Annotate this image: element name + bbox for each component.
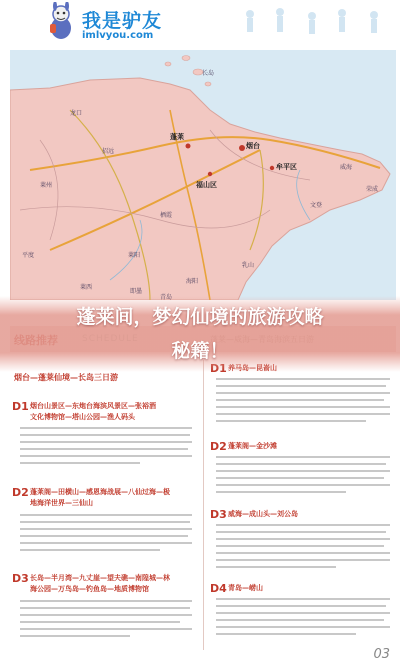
body-text-line	[20, 427, 192, 429]
map-place-label: 即墨	[130, 288, 143, 295]
map-city-label: 蓬莱	[170, 133, 184, 141]
body-text-line	[216, 477, 384, 479]
left-route-title: 烟台—蓬莱仙境—长岛三日游	[14, 373, 118, 382]
body-text-line	[20, 514, 192, 516]
body-text-line	[20, 628, 192, 630]
body-text-line	[20, 635, 130, 637]
body-text-line	[216, 538, 390, 540]
day-route: 烟台山景区—东炮台海滨风景区—张裕酒	[30, 402, 156, 410]
hikers-silhouette-icon	[230, 4, 396, 44]
body-text-line	[216, 545, 384, 547]
map-place-label: 平度	[22, 252, 35, 259]
map-place-label: 莱西	[80, 284, 93, 291]
day-number: D4	[210, 582, 227, 595]
map-place-label: 莱阳	[128, 252, 141, 259]
map-place-label: 乳山	[242, 262, 255, 269]
body-text-line	[216, 470, 390, 472]
body-text-line	[216, 598, 390, 600]
body-text-line	[216, 612, 390, 614]
body-text-line	[216, 392, 390, 394]
body-text-line	[216, 566, 336, 568]
map-city-label: 牟平区	[276, 163, 297, 171]
body-text-line	[216, 378, 390, 380]
day-number: D3	[210, 508, 227, 521]
itinerary-page	[10, 326, 396, 666]
day-route: 蓬莱阁—金沙滩	[228, 442, 277, 450]
body-text-line	[216, 413, 390, 415]
regional-map	[10, 50, 396, 300]
body-text-line	[20, 434, 190, 436]
map-place-label: 莱州	[40, 182, 53, 189]
article-title-line2: 秘籍！	[171, 340, 229, 362]
day-route: 青岛—崂山	[228, 584, 263, 592]
body-text-line	[216, 399, 384, 401]
body-text-line	[20, 621, 180, 623]
map-place-label: 文登	[310, 202, 323, 209]
day-route: 蓬莱阁—田横山—感恩海战展—八仙过海—极	[30, 488, 170, 496]
day-route: 长岛—半月湾—九丈崖—望夫礁—南隍城—林	[30, 574, 170, 582]
day-number: D3	[12, 572, 29, 585]
body-text-line	[20, 455, 192, 457]
map-place-label: 栖霞	[160, 212, 173, 219]
body-text-line	[216, 420, 366, 422]
map-place-label: 荣成	[366, 186, 379, 193]
body-text-line	[216, 626, 390, 628]
site-header	[0, 0, 400, 52]
body-text-line	[216, 484, 390, 486]
column-divider	[203, 360, 204, 650]
map-city-label: 烟台	[246, 142, 260, 150]
day-route: 威海—成山头—刘公岛	[228, 510, 298, 518]
body-text-line	[20, 535, 188, 537]
day-route: 地海洋世界—三仙山	[30, 499, 93, 507]
day-route: 文化博物馆—塔山公园—渔人码头	[30, 413, 135, 421]
map-place-label: 龙口	[70, 110, 83, 117]
map-place-label: 威海	[340, 164, 353, 171]
day-number: D2	[12, 486, 29, 499]
day-route: 海公园—万鸟岛—钓鱼岛—地质博物馆	[30, 585, 149, 593]
logo-text[interactable]: 我是驴友	[82, 10, 163, 32]
body-text-line	[216, 605, 386, 607]
body-text-line	[216, 524, 390, 526]
map-city-label: 福山区	[196, 181, 217, 189]
body-text-line	[20, 462, 140, 464]
page-number: 03	[373, 647, 390, 662]
map-place-label: 招远	[102, 148, 115, 155]
body-text-line	[216, 406, 390, 408]
body-text-line	[216, 456, 390, 458]
body-text-line	[216, 619, 384, 621]
donkey-mascot-icon	[44, 2, 78, 42]
body-text-line	[20, 549, 160, 551]
article-title	[0, 300, 400, 368]
body-text-line	[216, 491, 346, 493]
body-text-line	[20, 521, 190, 523]
body-text-line	[20, 614, 192, 616]
day-number: D2	[210, 440, 227, 453]
body-text-line	[20, 600, 192, 602]
day-number: D1	[12, 400, 29, 413]
body-text-line	[20, 607, 190, 609]
article-title-line1: 蓬莱间，梦幻仙境的旅游攻略	[76, 306, 324, 328]
body-text-line	[216, 531, 386, 533]
body-text-line	[20, 441, 192, 443]
body-text-line	[216, 633, 356, 635]
logo-url[interactable]: imlvyou.com	[82, 30, 154, 41]
map-graphic	[10, 50, 396, 300]
body-text-line	[216, 559, 390, 561]
map-place-label: 长岛	[202, 70, 215, 77]
body-text-line	[216, 552, 390, 554]
body-text-line	[20, 528, 192, 530]
map-place-label: 海阳	[186, 278, 199, 285]
body-text-line	[216, 385, 386, 387]
body-text-line	[20, 542, 192, 544]
body-text-line	[216, 463, 386, 465]
body-text-line	[20, 448, 188, 450]
